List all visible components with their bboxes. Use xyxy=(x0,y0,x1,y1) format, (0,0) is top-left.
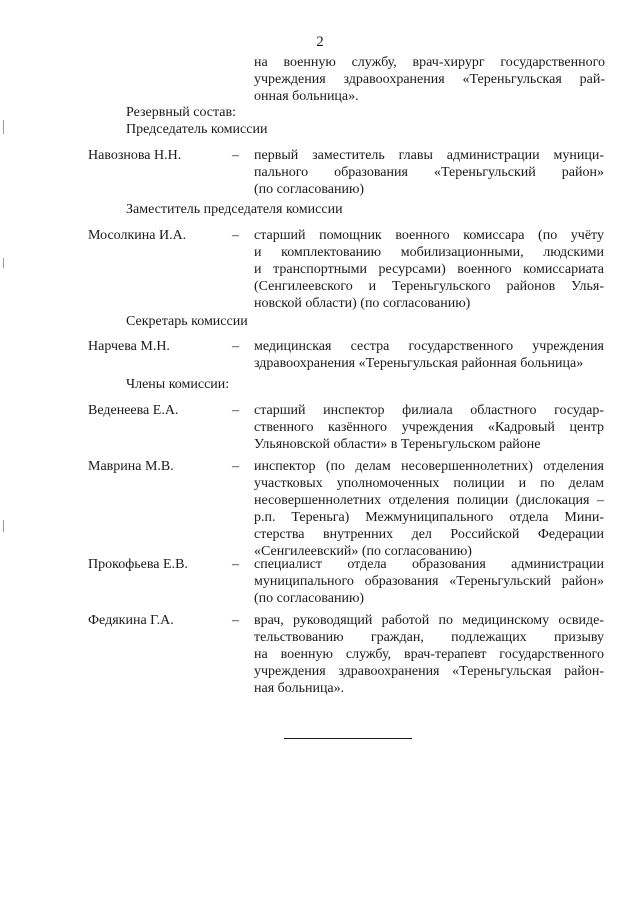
chair-entry xyxy=(88,147,608,197)
description-line: (по согласованию) xyxy=(254,182,365,197)
member-description xyxy=(254,612,604,697)
description-line: (по согласованию) xyxy=(254,591,365,606)
scan-mark xyxy=(3,258,4,268)
dash: – xyxy=(232,459,239,474)
description-line: специалист отдела образования администрации xyxy=(254,557,604,572)
member-name: Прокофьева Е.В. xyxy=(88,557,188,572)
description-line: старший инспектор филиала областного государ- xyxy=(254,403,604,418)
description-line: стерства внутренних дел Российской Федерации xyxy=(254,527,604,542)
continuation-line: учреждения здравоохранения «Тереньгульская рай- xyxy=(254,72,605,87)
description-line: и комплектованию мобилизационными, людскими xyxy=(254,245,604,260)
description-line: муниципального образования «Тереньгульский район» xyxy=(254,574,604,589)
member-description xyxy=(254,338,604,372)
member-entry xyxy=(88,402,608,452)
secretary-heading: Секретарь комиссии xyxy=(126,314,248,329)
description-line: несовершеннолетних отделения полиции (дислокация – xyxy=(254,493,604,508)
continuation-line: на военную службу, врач-хирург государственного xyxy=(254,55,605,70)
scan-mark xyxy=(3,520,4,532)
member-description xyxy=(254,227,604,312)
member-name: Нарчева М.Н. xyxy=(88,339,170,354)
deputy-entry xyxy=(88,227,608,311)
deputy-heading: Заместитель председателя комиссии xyxy=(126,202,343,217)
dash: – xyxy=(232,228,239,243)
dash: – xyxy=(232,339,239,354)
member-description xyxy=(254,556,604,607)
description-line: р.п. Тереньга) Межмуниципального отдела Мини- xyxy=(254,510,604,525)
members-heading: Члены комиссии: xyxy=(126,377,230,392)
description-line: учреждения здравоохранения «Тереньгульская район- xyxy=(254,664,604,679)
dash: – xyxy=(232,557,239,572)
description-line: «Сенгилеевский» (по согласованию) xyxy=(254,544,472,559)
description-line: пального образования «Тереньгульский район» xyxy=(254,165,604,180)
reserve-heading: Резервный состав: xyxy=(126,105,237,120)
member-name: Веденеева Е.А. xyxy=(88,403,179,418)
description-line: участковых уполномоченных полиции и по делам xyxy=(254,476,604,491)
description-line: (Сенгилеевского и Тереньгульского районов Улья- xyxy=(254,279,604,294)
description-line: на военную службу, врач-терапевт государственного xyxy=(254,647,604,662)
description-line: старший помощник военного комиссара (по учёту xyxy=(254,228,604,243)
description-line: новской области) (по согласованию) xyxy=(254,296,471,311)
member-entry xyxy=(88,556,608,606)
continuation-line: онная больница». xyxy=(254,89,359,104)
description-line: ная больница». xyxy=(254,681,345,696)
description-line: медицинская сестра государственного учреждения xyxy=(254,339,604,354)
description-line: и транспортными ресурсами) военного комиссариата xyxy=(254,262,604,277)
member-name: Мосолкина И.А. xyxy=(88,228,187,243)
chair-heading: Председатель комиссии xyxy=(126,122,268,137)
dash: – xyxy=(232,613,239,628)
description-line: первый заместитель главы администрации муници- xyxy=(254,148,604,163)
member-description xyxy=(254,458,604,560)
member-entry xyxy=(88,612,608,696)
description-line: Ульяновской области» в Тереньгульском районе xyxy=(254,437,541,452)
closing-rule xyxy=(284,738,412,739)
member-name: Маврина М.В. xyxy=(88,459,174,474)
continuation-text xyxy=(254,54,605,105)
member-description xyxy=(254,147,604,198)
member-entry xyxy=(88,458,608,559)
description-line: ственного казённого учреждения «Кадровый центр xyxy=(254,420,604,435)
dash: – xyxy=(232,403,239,418)
scan-mark xyxy=(3,120,4,134)
page-number: 2 xyxy=(316,34,324,50)
description-line: тельствованию граждан, подлежащих призыву xyxy=(254,630,604,645)
secretary-entry xyxy=(88,338,608,371)
description-line: здравоохранения «Тереньгульская районная больница» xyxy=(254,356,584,371)
member-description xyxy=(254,402,604,453)
description-line: инспектор (по делам несовершеннолетних) отделения xyxy=(254,459,604,474)
member-name: Навознова Н.Н. xyxy=(88,148,182,163)
member-name: Федякина Г.А. xyxy=(88,613,174,628)
dash: – xyxy=(232,148,239,163)
description-line: врач, руководящий работой по медицинскому освиде- xyxy=(254,613,604,628)
